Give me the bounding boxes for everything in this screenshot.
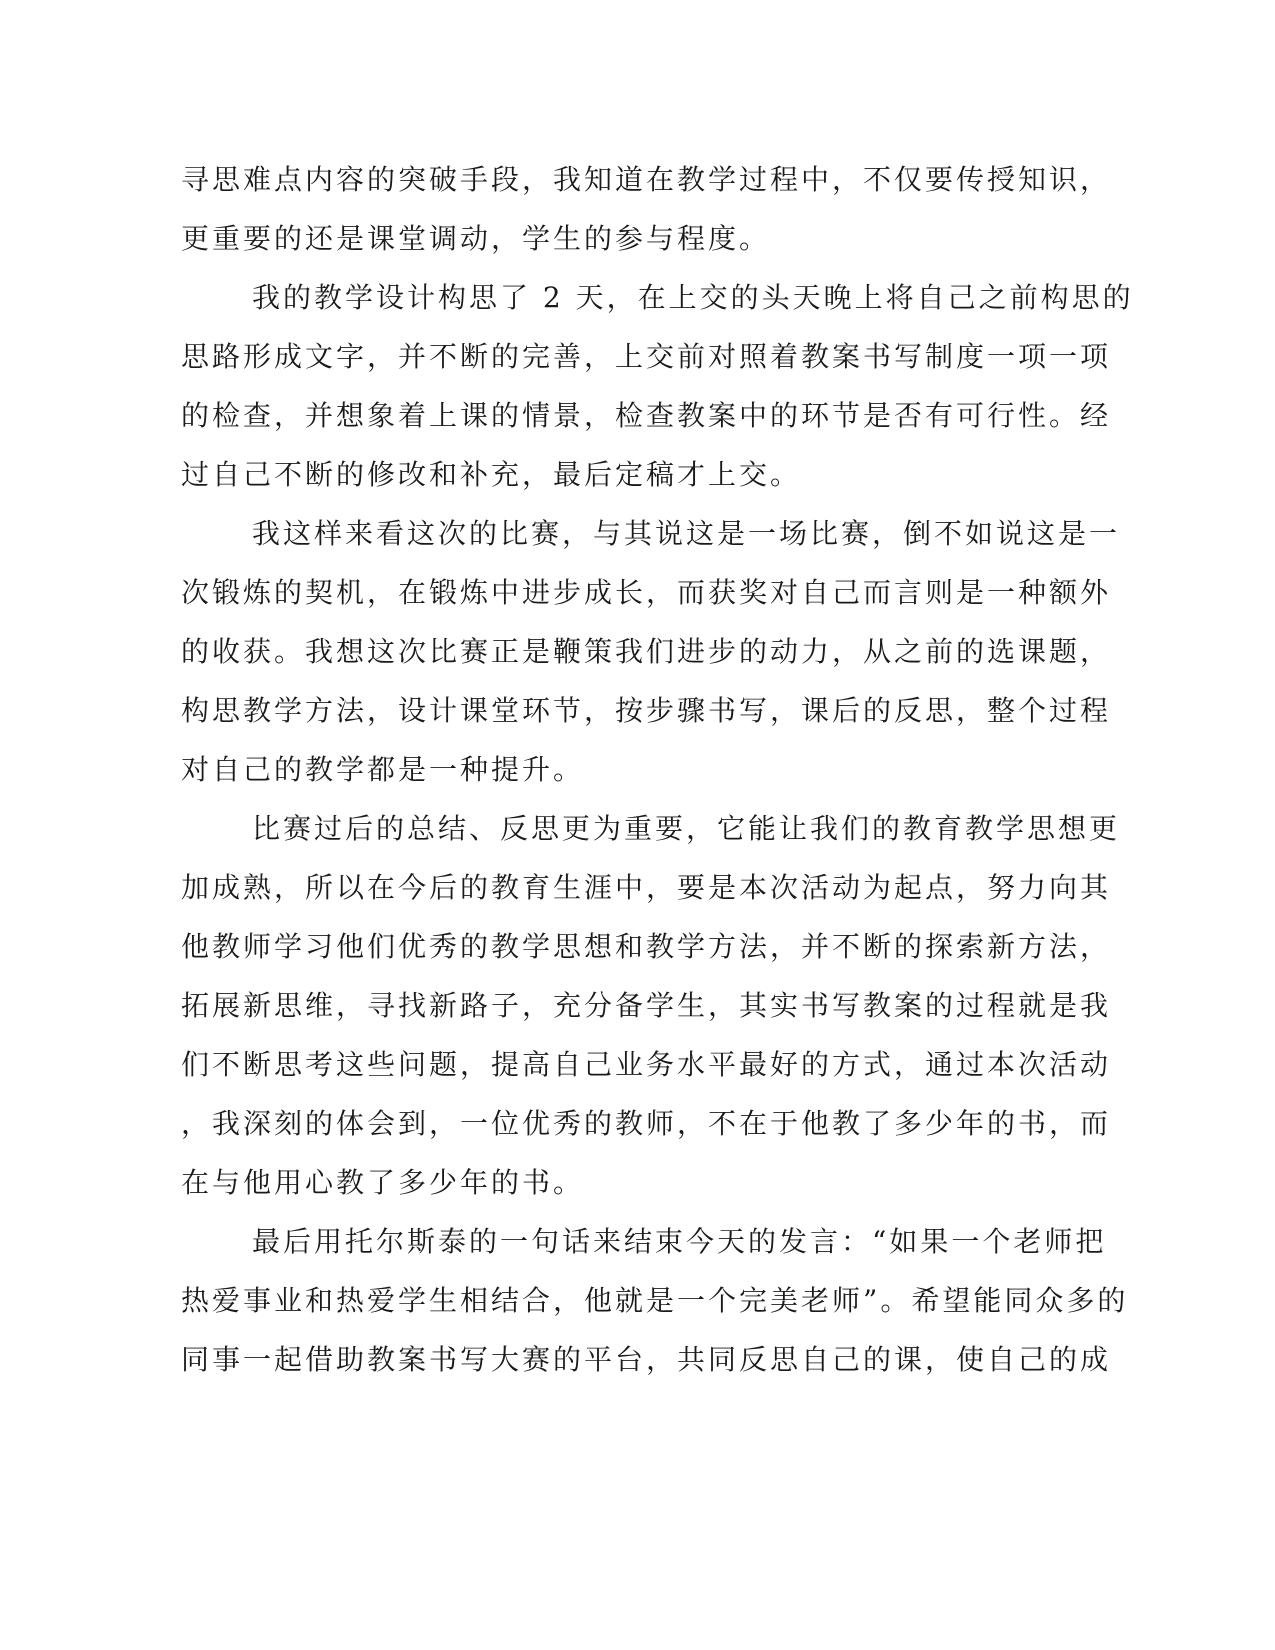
paragraph-first-line: 我这样来看这次的比赛，与其说这是一场比赛，倒不如说这是一	[252, 517, 1121, 550]
text-line: 在与他用心教了多少年的书。	[181, 1166, 585, 1199]
text-line: ，我深刻的体会到，一位优秀的教师，不在于他教了多少年的书，而	[181, 1107, 1112, 1140]
text-line: 们不断思考这些问题，提高自己业务水平最好的方式，通过本次活动	[181, 1048, 1112, 1081]
text-line: 的检查，并想象着上课的情景，检查教案中的环节是否有可行性。经	[181, 399, 1112, 432]
text-line: 更重要的还是课堂调动，学生的参与程度。	[181, 222, 771, 255]
paragraph-first-line: 最后用托尔斯泰的一句话来结束今天的发言：“如果一个老师把	[252, 1225, 1107, 1258]
text-line: 构思教学方法，设计课堂环节，按步骤书写，课后的反思，整个过程	[181, 694, 1112, 727]
text-line: 他教师学习他们优秀的教学思想和教学方法，并不断的探索新方法，	[181, 930, 1112, 963]
text-line: 过自己不断的修改和补充，最后定稿才上交。	[181, 458, 802, 491]
paragraph-first-line: 我的教学设计构思了 2 天，在上交的头天晚上将自己之前构思的	[252, 281, 1134, 314]
text-line: 寻思难点内容的突破手段，我知道在教学过程中，不仅要传授知识，	[181, 163, 1112, 196]
text-line: 热爱事业和热爱学生相结合，他就是一个完美老师”。希望能同众多的	[181, 1284, 1129, 1317]
text-line: 加成熟，所以在今后的教育生涯中，要是本次活动为起点，努力向其	[181, 871, 1112, 904]
text-line: 的收获。我想这次比赛正是鞭策我们进步的动力，从之前的选课题，	[181, 635, 1112, 668]
text-line: 次锻炼的契机，在锻炼中进步成长，而获奖对自己而言则是一种额外	[181, 576, 1112, 609]
paragraph-first-line: 比赛过后的总结、反思更为重要，它能让我们的教育教学思想更	[252, 812, 1121, 845]
text-line: 思路形成文字，并不断的完善，上交前对照着教案书写制度一项一项	[181, 340, 1112, 373]
text-line: 拓展新思维，寻找新路子，充分备学生，其实书写教案的过程就是我	[181, 989, 1112, 1022]
text-line: 对自己的教学都是一种提升。	[181, 753, 585, 786]
text-line: 同事一起借助教案书写大赛的平台，共同反思自己的课，使自己的成	[181, 1343, 1112, 1376]
